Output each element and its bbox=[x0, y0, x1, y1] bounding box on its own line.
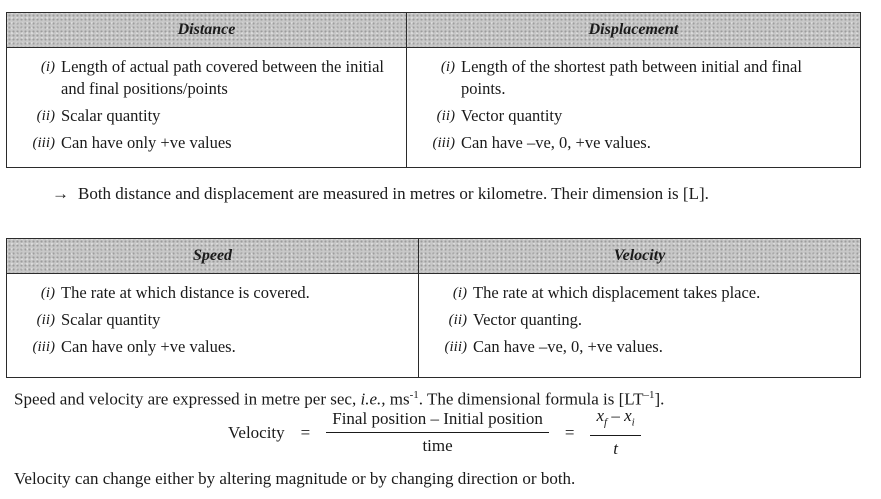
list-item: (iii) Can have only +ve values. bbox=[32, 337, 236, 356]
displacement-cell bbox=[407, 48, 861, 168]
list-item: (iii) Can have –ve, 0, +ve values. bbox=[432, 133, 651, 152]
formula-lhs: Velocity bbox=[228, 422, 285, 442]
list-item: (i) The rate at which distance is covered. bbox=[40, 283, 310, 302]
list-item: (ii) Vector quanting. bbox=[448, 310, 583, 329]
header-speed: Speed bbox=[7, 239, 419, 274]
list-item: (ii) Vector quantity bbox=[436, 106, 563, 125]
header-velocity: Velocity bbox=[419, 239, 861, 274]
formula-numerator: Final position – Initial position bbox=[326, 408, 549, 433]
velocity-cell bbox=[419, 274, 861, 378]
list-item: (i) Length of the shortest path between initial and final points. bbox=[440, 57, 802, 98]
velocity-formula: Velocity = $\frac{\text{Final position – Initial position}}{\text{time}}$ = $\frac{x_f - x_i}{t}$ bbox=[228, 405, 641, 460]
speed-velocity-table bbox=[6, 238, 861, 378]
arrow-right-icon: → bbox=[52, 184, 69, 203]
distance-displacement-table bbox=[6, 12, 861, 168]
final-paragraph: Velocity can change either by altering magnitude or by changing direction or both. bbox=[14, 469, 576, 488]
note-text: Both distance and displacement are measured in metres or kilometre. Their dimension is [L]. bbox=[78, 184, 709, 203]
formula-symbolic-fraction: $\frac{x_f - x_i}{t}$ bbox=[590, 405, 640, 460]
units-paragraph: Speed and velocity are expressed in metre per sec, i.e., $ms^{-1}$. The dimensional formula is $[LT^{-1}]$. bbox=[14, 389, 665, 409]
measurement-note bbox=[52, 180, 867, 208]
header-distance: Distance bbox=[7, 13, 407, 48]
list-item: (i) Length of actual path covered between the initial and final positions/points bbox=[40, 57, 384, 98]
list-item: (i) The rate at which displacement takes place. bbox=[452, 283, 761, 302]
speed-cell bbox=[7, 274, 419, 378]
list-item: (iii) Can have –ve, 0, +ve values. bbox=[444, 337, 663, 356]
list-item: (ii) Scalar quantity bbox=[36, 310, 161, 329]
formula-denominator: time bbox=[422, 436, 453, 456]
distance-cell bbox=[7, 48, 407, 168]
header-displacement: Displacement bbox=[407, 13, 861, 48]
list-item: (ii) Scalar quantity bbox=[36, 106, 161, 125]
formula-fraction bbox=[326, 408, 549, 457]
list-item: (iii) Can have only +ve values bbox=[32, 133, 232, 152]
